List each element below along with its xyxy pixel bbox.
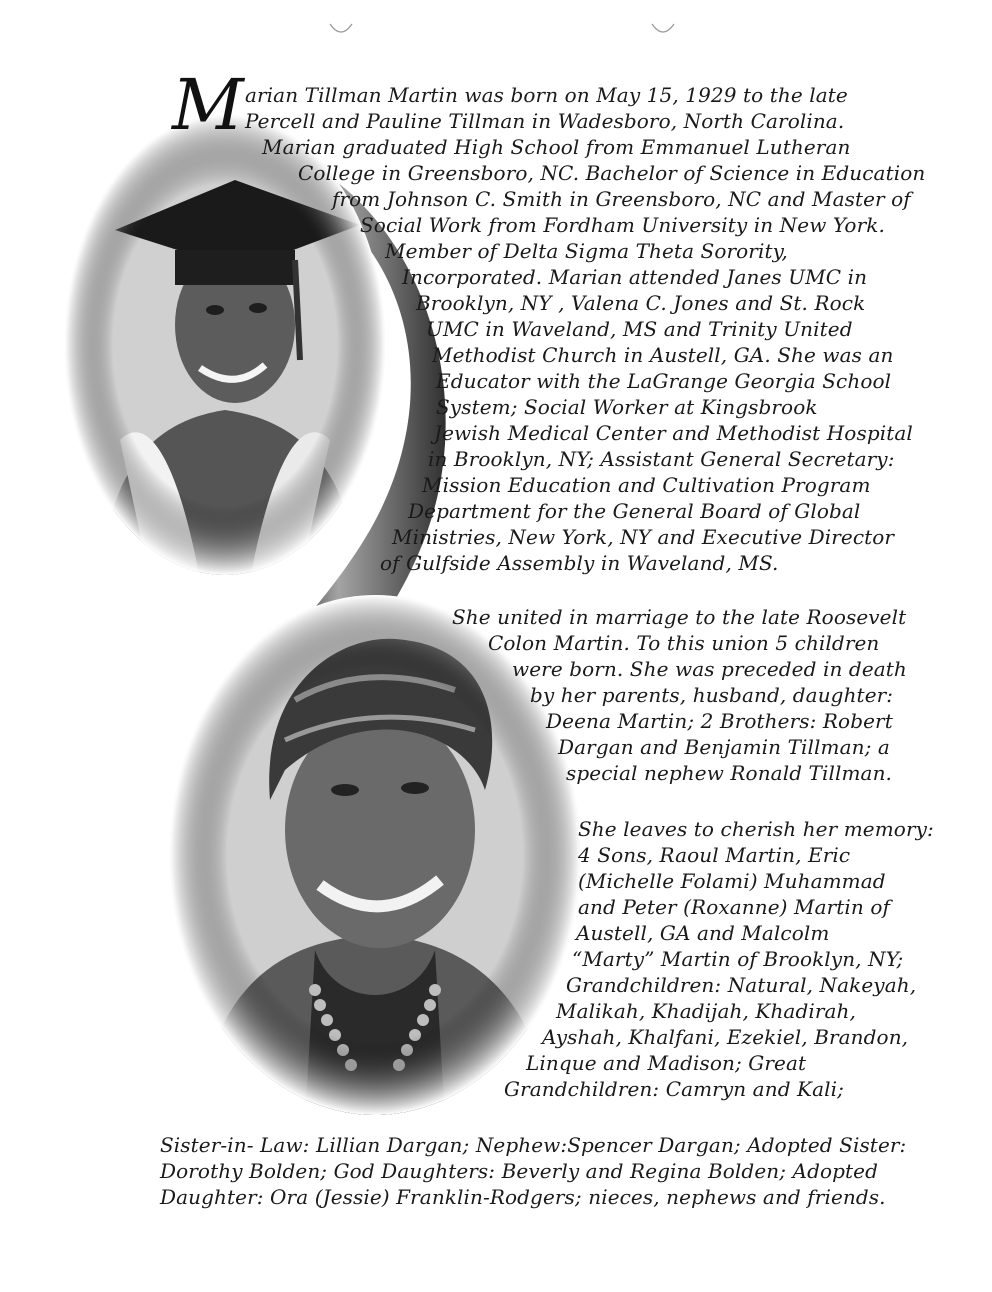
bio-line: Ministries, New York, NY and Executive Director: [392, 525, 895, 549]
drop-cap: M: [172, 64, 244, 146]
marriage-line: special nephew Ronald Tillman.: [566, 761, 893, 785]
bio-line: Jewish Medical Center and Methodist Hospital: [434, 421, 913, 445]
marriage-line: Deena Martin; 2 Brothers: Robert: [546, 709, 893, 733]
bio-line: Incorporated. Marian attended Janes UMC in: [402, 265, 868, 289]
bio-line: Brooklyn, NY , Valena C. Jones and St. Rock: [416, 291, 866, 315]
relatives-line: Daughter: Ora (Jessie) Franklin-Rodgers; nieces, nephews and friends.: [160, 1185, 886, 1209]
marriage-line: Dargan and Benjamin Tillman; a: [558, 735, 890, 759]
bio-line: Educator with the LaGrange Georgia School: [436, 369, 892, 393]
bio-line: from Johnson C. Smith in Greensboro, NC and Master of: [332, 187, 911, 211]
bio-line: Methodist Church in Austell, GA. She was an: [432, 343, 894, 367]
bio-line: Department for the General Board of Global: [408, 499, 861, 523]
bio-line: of Gulfside Assembly in Waveland, MS.: [380, 551, 779, 575]
bio-line: Marian graduated High School from Emmanuel Lutheran: [262, 135, 851, 159]
bio-line: Mission Education and Cultivation Program: [422, 473, 871, 497]
survivors-line: and Peter (Roxanne) Martin of: [578, 895, 890, 919]
marriage-line: Colon Martin. To this union 5 children: [488, 631, 880, 655]
survivors-line: Malikah, Khadijah, Khadirah,: [556, 999, 856, 1023]
bio-line: in Brooklyn, NY; Assistant General Secretary:: [428, 447, 895, 471]
bio-line: System; Social Worker at Kingsbrook: [436, 395, 818, 419]
bio-line: arian Tillman Martin was born on May 15, 1929 to the late: [245, 83, 848, 107]
punch-hole-mark-right: [650, 22, 676, 40]
survivors-line: Ayshah, Khalfani, Ezekiel, Brandon,: [542, 1025, 909, 1049]
survivors-line: Austell, GA and Malcolm: [576, 921, 830, 945]
survivors-line: (Michelle Folami) Muhammad: [578, 869, 886, 893]
relatives-line: Dorothy Bolden; God Daughters: Beverly and Regina Bolden; Adopted: [160, 1159, 879, 1183]
marriage-line: were born. She was preceded in death: [512, 657, 907, 681]
marriage-line: She united in marriage to the late Roosevelt: [452, 605, 907, 629]
survivors-line: 4 Sons, Raoul Martin, Eric: [578, 843, 851, 867]
bio-line: Social Work from Fordham University in New York.: [360, 213, 885, 237]
survivors-line: She leaves to cherish her memory:: [578, 817, 934, 841]
relatives-line: Sister-in- Law: Lillian Dargan; Nephew:Spencer Dargan; Adopted Sister:: [160, 1133, 907, 1157]
survivors-line: Grandchildren: Camryn and Kali;: [504, 1077, 844, 1101]
marriage-line: by her parents, husband, daughter:: [530, 683, 894, 707]
survivors-line: “Marty” Martin of Brooklyn, NY;: [572, 947, 904, 971]
bio-line: UMC in Waveland, MS and Trinity United: [426, 317, 853, 341]
bio-line: College in Greensboro, NC. Bachelor of Science in Education: [298, 161, 926, 185]
punch-hole-mark-left: [328, 22, 354, 40]
bio-line: Member of Delta Sigma Theta Sorority,: [385, 239, 788, 263]
survivors-line: Linque and Madison; Great: [526, 1051, 807, 1075]
bio-line: Percell and Pauline Tillman in Wadesboro, North Carolina.: [245, 109, 845, 133]
survivors-line: Grandchildren: Natural, Nakeyah,: [566, 973, 917, 997]
